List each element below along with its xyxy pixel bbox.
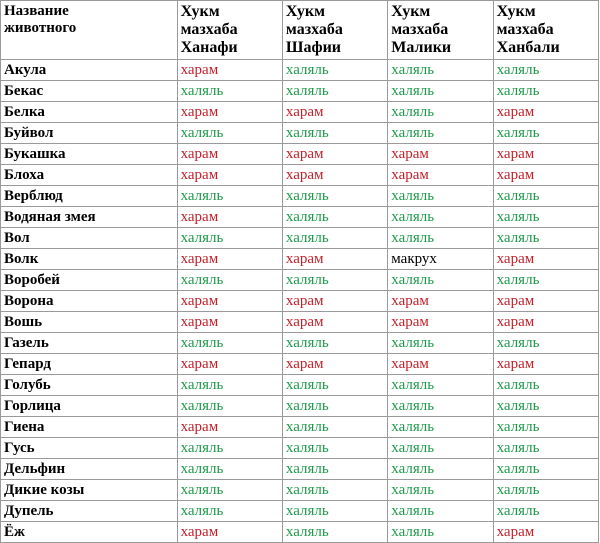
table-row bbox=[1, 291, 599, 312]
animal-name-cell: Горлица bbox=[1, 396, 178, 417]
header-madhhab-line: Хукм bbox=[496, 3, 536, 20]
animal-name-cell: Дупель bbox=[1, 501, 178, 522]
animal-name-cell: Буйвол bbox=[1, 123, 178, 144]
verdict-cell: харам bbox=[177, 312, 282, 333]
animal-name-cell: Вошь bbox=[1, 312, 178, 333]
header-madhhab-line: Шафии bbox=[285, 39, 341, 56]
header-madhhab-line: Хукм bbox=[180, 3, 220, 20]
header-row bbox=[1, 1, 599, 60]
animal-name-cell: Блоха bbox=[1, 165, 178, 186]
table-row bbox=[1, 438, 599, 459]
table-row bbox=[1, 459, 599, 480]
verdict-cell: халяль bbox=[388, 501, 493, 522]
verdict-cell: халяль bbox=[388, 270, 493, 291]
header-madhhab-line: Хукм bbox=[285, 3, 325, 20]
verdict-cell: харам bbox=[282, 144, 387, 165]
table-row bbox=[1, 123, 599, 144]
verdict-cell: харам bbox=[493, 522, 598, 543]
verdict-cell: халяль bbox=[282, 480, 387, 501]
verdict-cell: халяль bbox=[282, 333, 387, 354]
table-row bbox=[1, 501, 599, 522]
table-row bbox=[1, 102, 599, 123]
verdict-cell: халяль bbox=[388, 207, 493, 228]
header-madhhab-hanafi bbox=[177, 1, 282, 60]
header-madhhab-maliki bbox=[388, 1, 493, 60]
verdict-cell: халяль bbox=[388, 396, 493, 417]
verdict-cell: харам bbox=[177, 291, 282, 312]
verdict-cell: харам bbox=[493, 249, 598, 270]
verdict-cell: халяль bbox=[282, 60, 387, 81]
verdict-cell: халяль bbox=[493, 438, 598, 459]
verdict-cell: халяль bbox=[388, 186, 493, 207]
animal-name-cell: Ворона bbox=[1, 291, 178, 312]
verdict-cell: халяль bbox=[282, 375, 387, 396]
verdict-cell: харам bbox=[282, 354, 387, 375]
verdict-cell: халяль bbox=[493, 270, 598, 291]
table-row bbox=[1, 186, 599, 207]
verdict-cell: халяль bbox=[177, 438, 282, 459]
verdict-cell: харам bbox=[388, 291, 493, 312]
verdict-cell: харам bbox=[388, 312, 493, 333]
verdict-cell: халяль bbox=[493, 417, 598, 438]
verdict-cell: халяль bbox=[388, 438, 493, 459]
verdict-cell: халяль bbox=[282, 522, 387, 543]
header-madhhab-line: Малики bbox=[391, 39, 452, 56]
verdict-cell: халяль bbox=[177, 270, 282, 291]
verdict-cell: харам bbox=[493, 102, 598, 123]
verdict-cell: халяль bbox=[282, 501, 387, 522]
verdict-cell: харам bbox=[388, 144, 493, 165]
verdict-cell: халяль bbox=[388, 417, 493, 438]
verdict-cell: халяль bbox=[388, 459, 493, 480]
verdict-cell: халяль bbox=[282, 228, 387, 249]
verdict-cell: халяль bbox=[493, 123, 598, 144]
verdict-cell: халяль bbox=[493, 396, 598, 417]
verdict-cell: халяль bbox=[493, 459, 598, 480]
verdict-cell: халяль bbox=[177, 123, 282, 144]
verdict-cell: халяль bbox=[177, 501, 282, 522]
verdict-cell: харам bbox=[177, 144, 282, 165]
verdict-cell: халяль bbox=[177, 81, 282, 102]
header-madhhab-line: мазхаба bbox=[180, 21, 238, 38]
table-row bbox=[1, 522, 599, 543]
verdict-cell: харам bbox=[493, 291, 598, 312]
verdict-cell: харам bbox=[282, 165, 387, 186]
verdict-cell: халяль bbox=[388, 375, 493, 396]
verdict-cell: халяль bbox=[177, 396, 282, 417]
verdict-cell: харам bbox=[493, 165, 598, 186]
animal-name-cell: Гиена bbox=[1, 417, 178, 438]
verdict-cell: халяль bbox=[388, 102, 493, 123]
header-madhhab-line: Ханбали bbox=[496, 39, 560, 56]
table-row bbox=[1, 480, 599, 501]
verdict-cell: халяль bbox=[177, 459, 282, 480]
verdict-cell: халяль bbox=[282, 417, 387, 438]
verdict-cell: халяль bbox=[177, 480, 282, 501]
verdict-cell: харам bbox=[282, 312, 387, 333]
verdict-cell: халяль bbox=[282, 270, 387, 291]
animal-name-cell: Бекас bbox=[1, 81, 178, 102]
verdict-cell: халяль bbox=[493, 228, 598, 249]
verdict-cell: халяль bbox=[282, 123, 387, 144]
table-row bbox=[1, 312, 599, 333]
verdict-cell: халяль bbox=[282, 207, 387, 228]
header-madhhab-shafii bbox=[282, 1, 387, 60]
table-row bbox=[1, 144, 599, 165]
animal-name-cell: Воробей bbox=[1, 270, 178, 291]
header-animal-line: животного bbox=[4, 20, 77, 36]
verdict-cell: харам bbox=[282, 102, 387, 123]
verdict-cell: халяль bbox=[493, 81, 598, 102]
header-madhhab-line: мазхаба bbox=[391, 21, 449, 38]
verdict-cell: харам bbox=[282, 249, 387, 270]
verdict-cell: макрух bbox=[388, 249, 493, 270]
verdict-cell: харам bbox=[282, 291, 387, 312]
animal-name-cell: Дельфин bbox=[1, 459, 178, 480]
animal-name-cell: Гепард bbox=[1, 354, 178, 375]
verdict-cell: халяль bbox=[282, 459, 387, 480]
verdict-cell: харам bbox=[177, 354, 282, 375]
table-row bbox=[1, 270, 599, 291]
verdict-cell: халяль bbox=[493, 207, 598, 228]
verdict-cell: халяль bbox=[177, 375, 282, 396]
verdict-cell: харам bbox=[177, 60, 282, 81]
table-row bbox=[1, 333, 599, 354]
verdict-cell: халяль bbox=[177, 333, 282, 354]
animal-name-cell: Акула bbox=[1, 60, 178, 81]
verdict-cell: халяль bbox=[493, 60, 598, 81]
animal-name-cell: Волк bbox=[1, 249, 178, 270]
verdict-cell: харам bbox=[388, 354, 493, 375]
verdict-cell: халяль bbox=[177, 186, 282, 207]
animal-name-cell: Белка bbox=[1, 102, 178, 123]
verdict-cell: халяль bbox=[282, 81, 387, 102]
verdict-cell: халяль bbox=[493, 480, 598, 501]
header-madhhab-hanbali bbox=[493, 1, 598, 60]
verdict-cell: харам bbox=[493, 144, 598, 165]
animal-name-cell: Верблюд bbox=[1, 186, 178, 207]
verdict-cell: харам bbox=[177, 102, 282, 123]
verdict-cell: харам bbox=[177, 417, 282, 438]
animal-name-cell: Дикие козы bbox=[1, 480, 178, 501]
verdict-cell: халяль bbox=[282, 186, 387, 207]
verdict-cell: халяль bbox=[493, 501, 598, 522]
table-row bbox=[1, 81, 599, 102]
verdict-cell: халяль bbox=[177, 228, 282, 249]
verdict-cell: халяль bbox=[493, 375, 598, 396]
verdict-cell: харам bbox=[388, 165, 493, 186]
verdict-cell: харам bbox=[493, 312, 598, 333]
verdict-cell: халяль bbox=[493, 333, 598, 354]
verdict-cell: халяль bbox=[388, 333, 493, 354]
table-body bbox=[1, 60, 599, 543]
header-madhhab-line: мазхаба bbox=[285, 21, 343, 38]
verdict-cell: харам bbox=[177, 207, 282, 228]
verdict-cell: халяль bbox=[388, 522, 493, 543]
table-row bbox=[1, 207, 599, 228]
verdict-cell: харам bbox=[493, 354, 598, 375]
header-madhhab-line: Ханафи bbox=[180, 39, 238, 56]
animal-name-cell: Букашка bbox=[1, 144, 178, 165]
table-row bbox=[1, 60, 599, 81]
verdict-cell: халяль bbox=[388, 60, 493, 81]
verdict-cell: халяль bbox=[493, 186, 598, 207]
table-row bbox=[1, 249, 599, 270]
verdict-cell: халяль bbox=[388, 480, 493, 501]
verdict-cell: халяль bbox=[282, 438, 387, 459]
verdict-cell: харам bbox=[177, 165, 282, 186]
verdict-cell: харам bbox=[177, 249, 282, 270]
verdict-cell: халяль bbox=[282, 396, 387, 417]
animal-name-cell: Водяная змея bbox=[1, 207, 178, 228]
verdict-cell: халяль bbox=[388, 81, 493, 102]
table-row bbox=[1, 375, 599, 396]
verdict-cell: халяль bbox=[388, 123, 493, 144]
verdict-cell: халяль bbox=[388, 228, 493, 249]
header-madhhab-line: Хукм bbox=[391, 3, 431, 20]
header-madhhab-line: мазхаба bbox=[496, 21, 554, 38]
table-row bbox=[1, 396, 599, 417]
table-row bbox=[1, 354, 599, 375]
header-animal-line: Название bbox=[4, 3, 69, 19]
table-row bbox=[1, 228, 599, 249]
header-animal-name bbox=[1, 1, 178, 60]
animal-name-cell: Ёж bbox=[1, 522, 178, 543]
animal-name-cell: Гусь bbox=[1, 438, 178, 459]
table-header bbox=[1, 1, 599, 60]
animal-name-cell: Голубь bbox=[1, 375, 178, 396]
animal-name-cell: Вол bbox=[1, 228, 178, 249]
verdict-cell: харам bbox=[177, 522, 282, 543]
table-row bbox=[1, 165, 599, 186]
animal-name-cell: Газель bbox=[1, 333, 178, 354]
table-row bbox=[1, 417, 599, 438]
